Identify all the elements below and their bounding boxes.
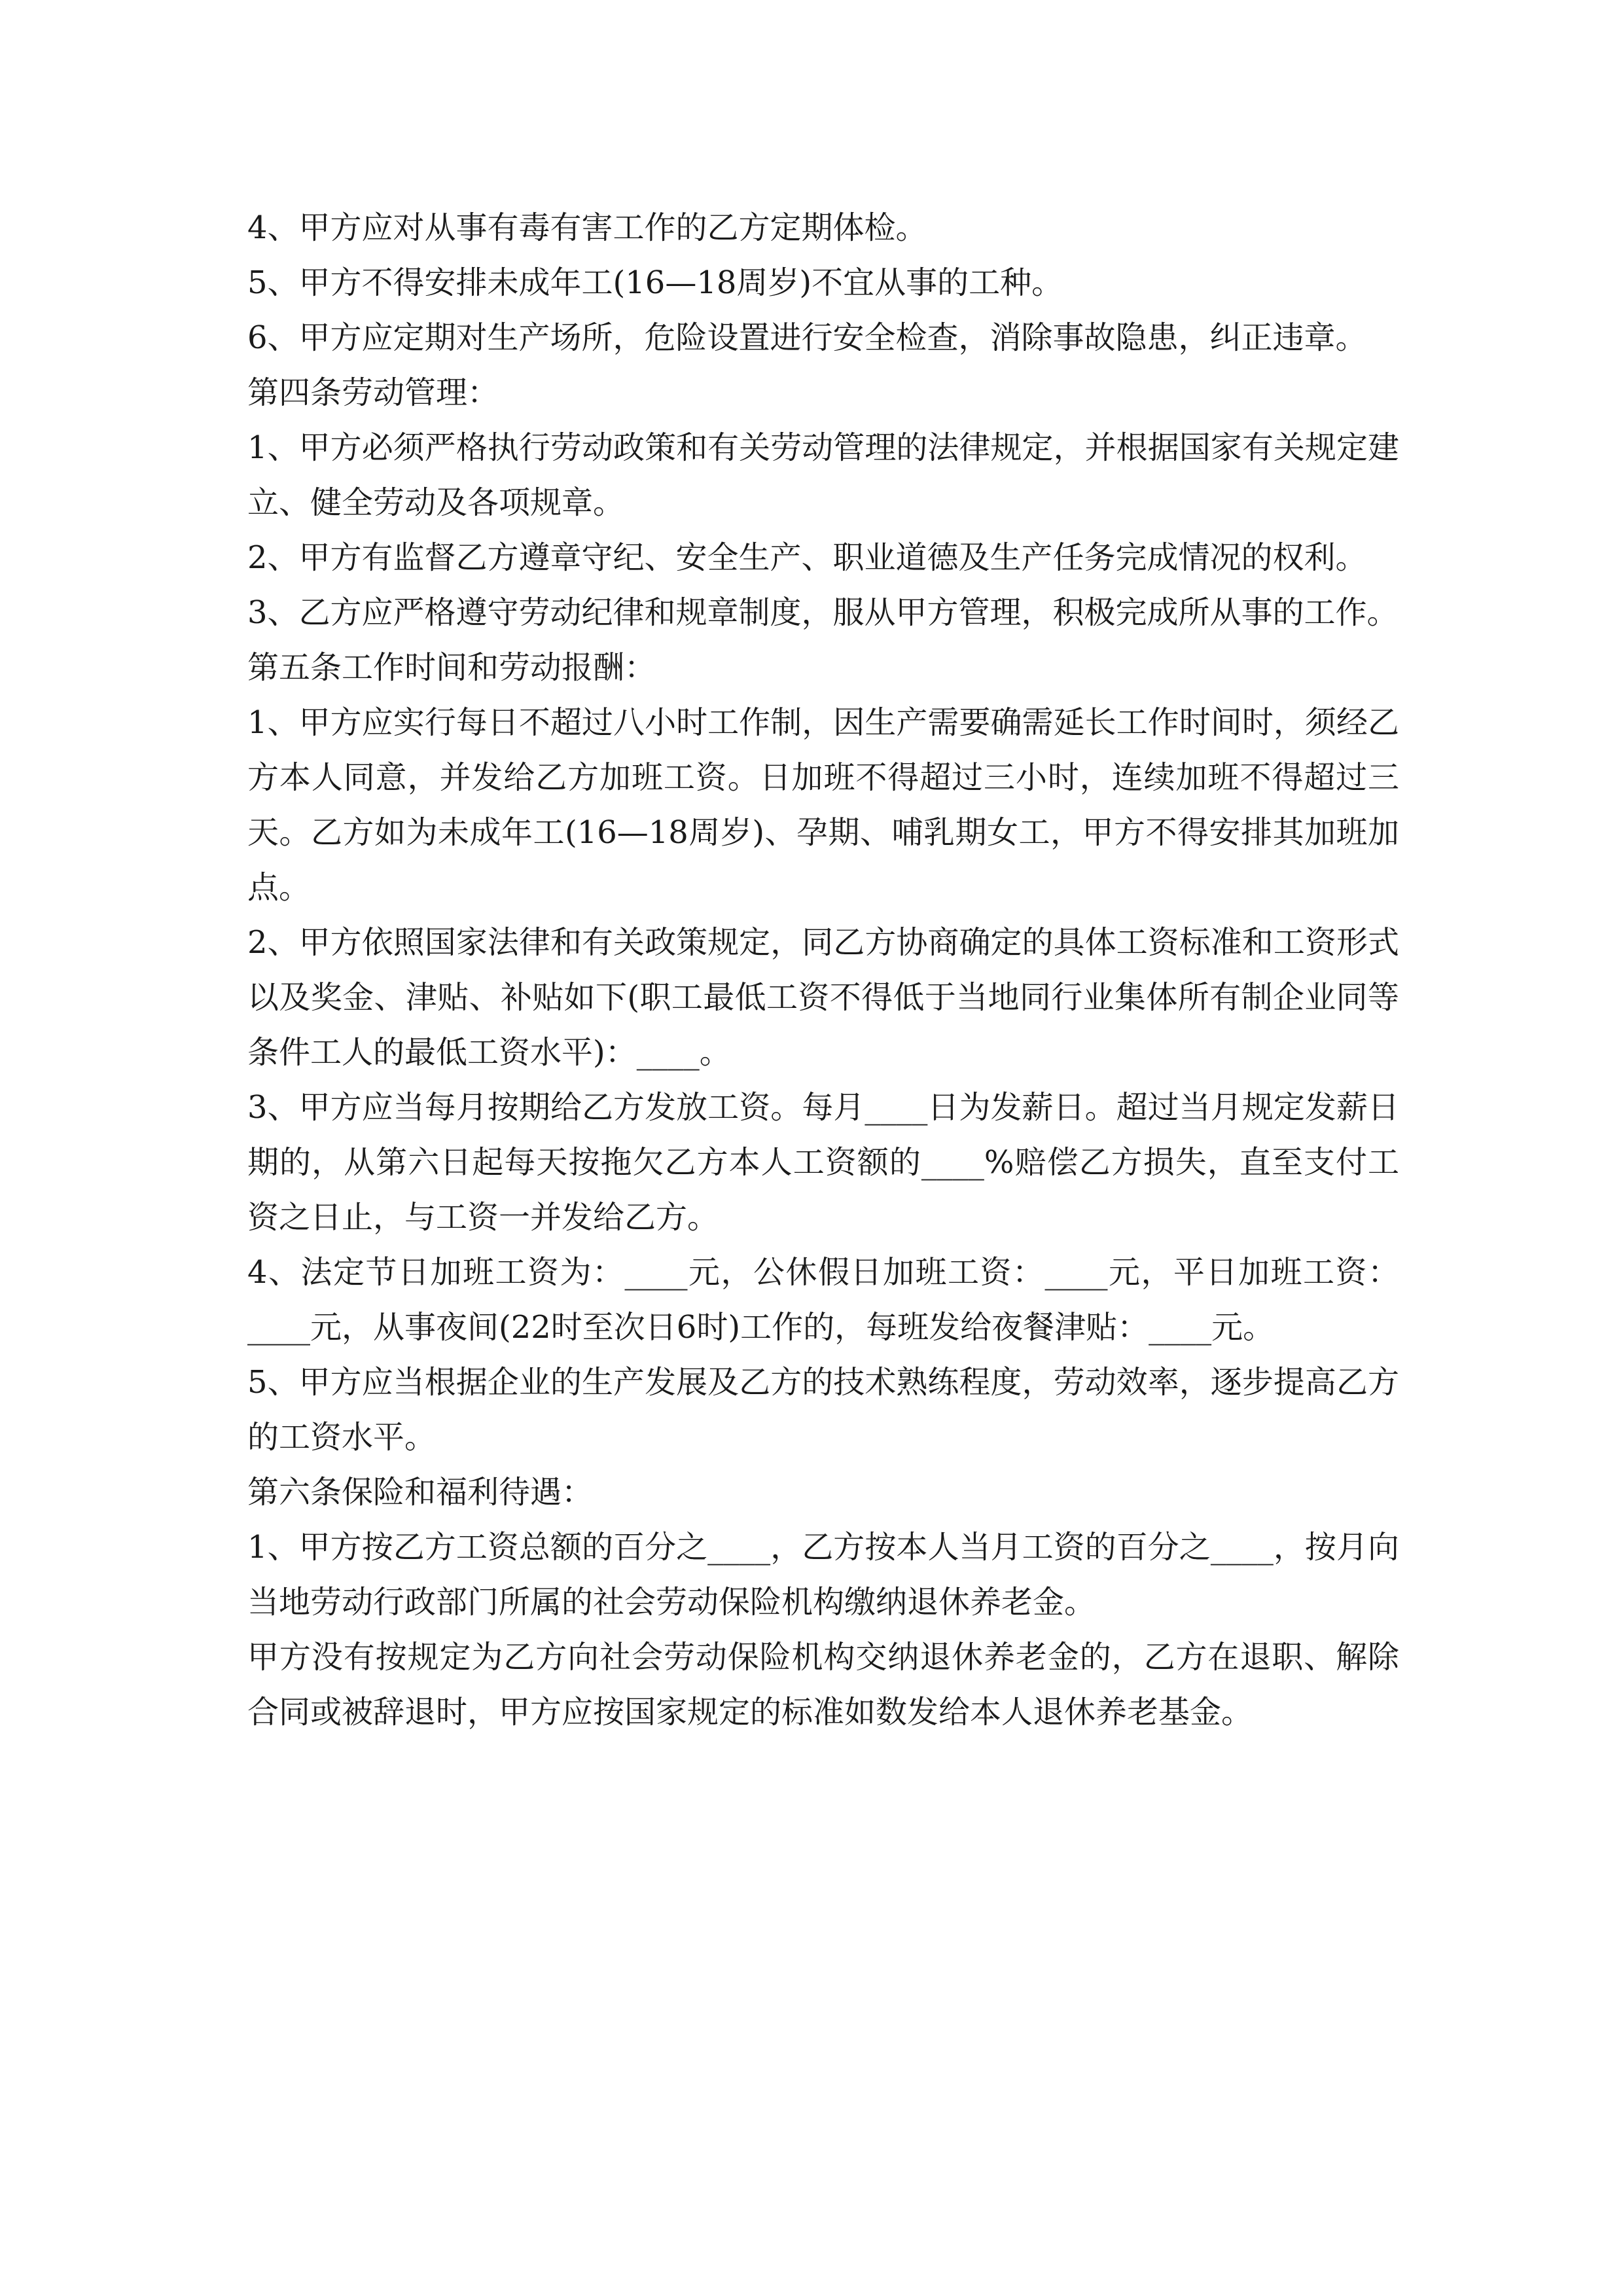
article-4-item-3: 3、乙方应严格遵守劳动纪律和规章制度，服从甲方管理，积极完成所从事的工作。 xyxy=(247,594,1399,631)
article-6-item-1: 1、甲方按乙方工资总额的百分之____，乙方按本人当月工资的百分之____，按月向当地劳动行政部门所属的社会劳动保险机构缴纳退休养老金。 xyxy=(247,1529,1399,1621)
document-body xyxy=(247,200,1399,1740)
clause-6-safety-inspection: 6、甲方应定期对生产场所，危险设置进行安全检查，消除事故隐患，纠正违章。 xyxy=(247,319,1367,356)
article-5-item-4: 4、法定节日加班工资为：____元，公休假日加班工资：____元，平日加班工资：____元，从事夜间(22时至次日6时)工作的，每班发给夜餐津贴：____元。 xyxy=(247,1254,1399,1346)
article-4-heading: 第四条劳动管理： xyxy=(247,374,499,411)
article-6-heading: 第六条保险和福利待遇： xyxy=(247,1474,594,1511)
article-5-heading: 第五条工作时间和劳动报酬： xyxy=(247,649,656,686)
article-5-item-1: 1、甲方应实行每日不超过八小时工作制，因生产需要确需延长工作时间时，须经乙方本人同意，并发给乙方加班工资。日加班不得超过三小时，连续加班不得超过三天。乙方如为未成年工(16—18周岁)、孕期、哺乳期女工，甲方不得安排其加班加点。 xyxy=(247,704,1399,906)
article-5-item-3: 3、甲方应当每月按期给乙方发放工资。每月____日为发薪日。超过当月规定发薪日期的，从第六日起每天按拖欠乙方本人工资额的____%赔偿乙方损失，直至支付工资之日止，与工资一并发给乙方。 xyxy=(247,1089,1399,1236)
article-6-pension-note: 甲方没有按规定为乙方向社会劳动保险机构交纳退休养老金的，乙方在退职、解除合同或被辞退时，甲方应按国家规定的标准如数发给本人退休养老基金。 xyxy=(247,1639,1399,1731)
clause-5-minor-workers: 5、甲方不得安排未成年工(16—18周岁)不宜从事的工种。 xyxy=(247,264,1063,301)
article-5-item-5: 5、甲方应当根据企业的生产发展及乙方的技术熟练程度，劳动效率，逐步提高乙方的工资水平。 xyxy=(247,1364,1399,1456)
article-4-item-2: 2、甲方有监督乙方遵章守纪、安全生产、职业道德及生产任务完成情况的权利。 xyxy=(247,539,1367,576)
article-5-item-2: 2、甲方依照国家法律和有关政策规定，同乙方协商确定的具体工资标准和工资形式以及奖金、津贴、补贴如下(职工最低工资不得低于当地同行业集体所有制企业同等条件工人的最低工资水平)：____。 xyxy=(247,924,1399,1071)
clause-4-health-check: 4、甲方应对从事有毒有害工作的乙方定期体检。 xyxy=(247,209,927,246)
article-4-item-1: 1、甲方必须严格执行劳动政策和有关劳动管理的法律规定，并根据国家有关规定建立、健全劳动及各项规章。 xyxy=(247,429,1399,521)
